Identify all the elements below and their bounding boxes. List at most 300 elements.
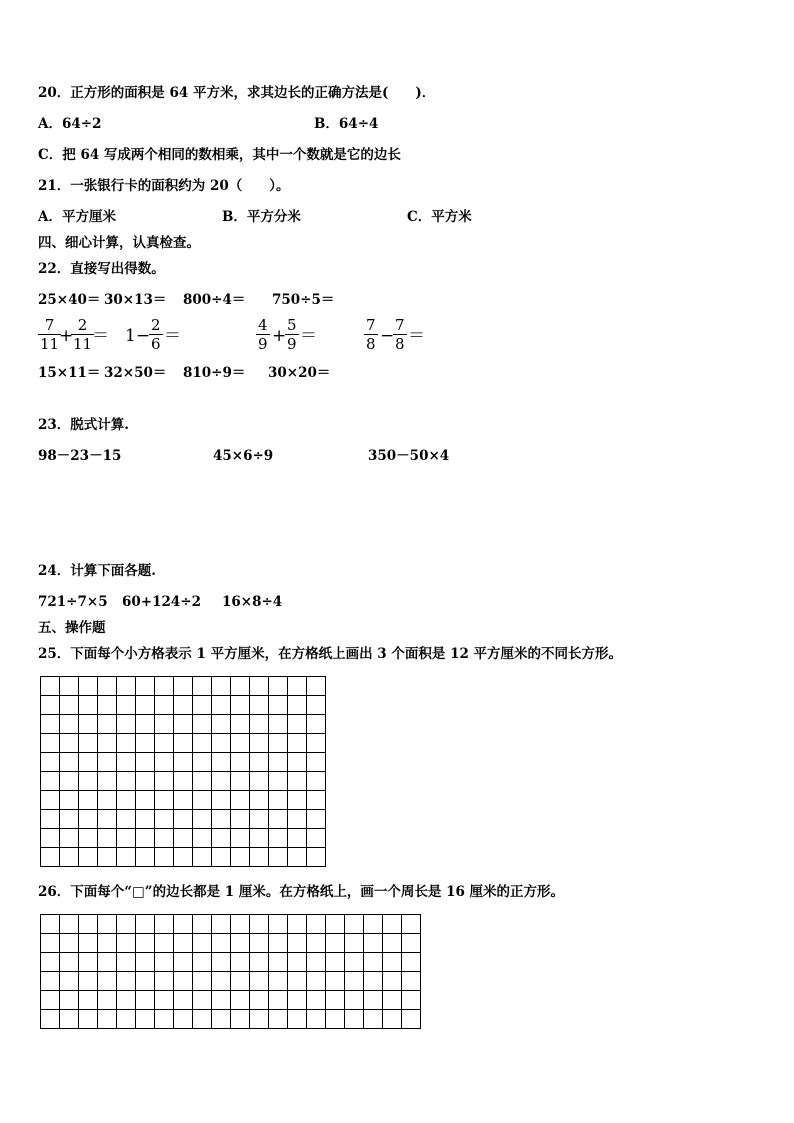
grid-cell[interactable] — [269, 753, 288, 772]
grid-cell[interactable] — [307, 734, 326, 753]
grid-cell[interactable] — [98, 772, 117, 791]
grid-cell[interactable] — [288, 953, 307, 972]
grid-cell[interactable] — [155, 791, 174, 810]
grid-cell[interactable] — [155, 1010, 174, 1029]
grid-cell[interactable] — [364, 1010, 383, 1029]
grid-cell[interactable] — [98, 953, 117, 972]
grid-cell[interactable] — [288, 772, 307, 791]
grid-cell[interactable] — [41, 810, 60, 829]
grid-cell[interactable] — [136, 715, 155, 734]
grid-cell[interactable] — [155, 972, 174, 991]
grid-cell[interactable] — [98, 810, 117, 829]
grid-cell[interactable] — [193, 791, 212, 810]
grid-cell[interactable] — [307, 772, 326, 791]
grid-cell[interactable] — [269, 696, 288, 715]
grid-cell[interactable] — [288, 715, 307, 734]
grid-cell[interactable] — [326, 1010, 345, 1029]
grid-cell[interactable] — [79, 753, 98, 772]
grid-cell[interactable] — [98, 934, 117, 953]
grid-cell[interactable] — [174, 696, 193, 715]
grid-cell[interactable] — [307, 1010, 326, 1029]
grid-cell[interactable] — [41, 953, 60, 972]
grid-cell[interactable] — [345, 953, 364, 972]
grid-cell[interactable] — [41, 972, 60, 991]
grid-cell[interactable] — [117, 915, 136, 934]
grid-cell[interactable] — [136, 915, 155, 934]
grid-cell[interactable] — [326, 991, 345, 1010]
numerator: 2 — [71, 316, 94, 335]
grid-cell[interactable] — [193, 972, 212, 991]
grid-cell[interactable] — [288, 1010, 307, 1029]
grid-cell[interactable] — [136, 696, 155, 715]
grid-cell[interactable] — [288, 934, 307, 953]
grid-cell[interactable] — [79, 734, 98, 753]
numerator: 2 — [151, 316, 161, 334]
grid-cell[interactable] — [79, 915, 98, 934]
grid-cell[interactable] — [60, 734, 79, 753]
grid-cell[interactable] — [174, 791, 193, 810]
grid-cell[interactable] — [41, 829, 60, 848]
grid-cell[interactable] — [383, 953, 402, 972]
grid-cell[interactable] — [383, 972, 402, 991]
grid-cell[interactable] — [212, 829, 231, 848]
grid-cell[interactable] — [212, 972, 231, 991]
fraction — [71, 316, 94, 353]
grid-cell[interactable] — [117, 1010, 136, 1029]
q21-stem: 21．一张银行卡的面积约为 20（ ）。 — [38, 178, 290, 194]
grid-cell[interactable] — [269, 791, 288, 810]
q21-option-b: B．平方分米 — [222, 209, 301, 225]
grid-cell[interactable] — [98, 696, 117, 715]
grid-cell[interactable] — [193, 829, 212, 848]
grid-cell[interactable] — [136, 972, 155, 991]
grid-cell[interactable] — [364, 972, 383, 991]
denominator: 9 — [287, 335, 297, 353]
grid-cell[interactable] — [136, 1010, 155, 1029]
grid-cell[interactable] — [193, 677, 212, 696]
grid-cell[interactable] — [212, 953, 231, 972]
grid-cell[interactable] — [98, 734, 117, 753]
grid-cell[interactable] — [307, 934, 326, 953]
grid-cell[interactable] — [288, 791, 307, 810]
grid-cell[interactable] — [212, 915, 231, 934]
grid-cell[interactable] — [174, 991, 193, 1010]
grid-cell[interactable] — [231, 915, 250, 934]
grid-cell[interactable] — [364, 915, 383, 934]
grid-cell[interactable] — [307, 953, 326, 972]
grid-cell[interactable] — [193, 991, 212, 1010]
grid-cell[interactable] — [117, 934, 136, 953]
grid-cell[interactable] — [174, 810, 193, 829]
grid-cell[interactable] — [307, 991, 326, 1010]
grid-cell[interactable] — [250, 677, 269, 696]
grid-cell[interactable] — [288, 972, 307, 991]
grid-cell[interactable] — [60, 772, 79, 791]
grid-cell[interactable] — [288, 829, 307, 848]
numerator: 7 — [395, 316, 405, 334]
grid-cell[interactable] — [288, 848, 307, 867]
grid-cell[interactable] — [136, 848, 155, 867]
grid-cell[interactable] — [307, 677, 326, 696]
grid-cell[interactable] — [155, 677, 174, 696]
grid-cell[interactable] — [155, 810, 174, 829]
grid-cell[interactable] — [174, 934, 193, 953]
grid-cell[interactable] — [212, 810, 231, 829]
grid-cell[interactable] — [250, 972, 269, 991]
grid-cell[interactable] — [307, 715, 326, 734]
grid-cell[interactable] — [155, 991, 174, 1010]
grid-cell[interactable] — [250, 791, 269, 810]
grid-cell[interactable] — [383, 934, 402, 953]
grid-cell[interactable] — [193, 734, 212, 753]
grid-cell[interactable] — [174, 829, 193, 848]
grid-cell[interactable] — [307, 972, 326, 991]
grid-cell[interactable] — [212, 991, 231, 1010]
grid-cell[interactable] — [98, 677, 117, 696]
grid-cell[interactable] — [117, 972, 136, 991]
grid-cell[interactable] — [402, 915, 421, 934]
grid-cell[interactable] — [117, 715, 136, 734]
q26-stem: 26．下面每个“□”的边长都是 1 厘米。在方格纸上，画一个周长是 16 厘米的正方形。 — [38, 884, 565, 900]
grid-cell[interactable] — [60, 915, 79, 934]
grid-cell[interactable] — [60, 934, 79, 953]
q23-stem: 23．脱式计算. — [38, 417, 129, 433]
q25-stem: 25．下面每个小方格表示 1 平方厘米，在方格纸上画出 3 个面积是 12 平方厘米的不同长方形。 — [38, 646, 623, 662]
grid-cell[interactable] — [117, 953, 136, 972]
grid-cell[interactable] — [136, 772, 155, 791]
grid-cell[interactable] — [212, 677, 231, 696]
grid-cell[interactable] — [250, 696, 269, 715]
grid-cell[interactable] — [117, 791, 136, 810]
grid-cell[interactable] — [174, 772, 193, 791]
fraction — [38, 316, 61, 353]
grid-cell[interactable] — [79, 1010, 98, 1029]
grid-cell[interactable] — [326, 915, 345, 934]
grid-cell[interactable] — [193, 810, 212, 829]
grid-cell[interactable] — [193, 848, 212, 867]
grid-cell[interactable] — [288, 734, 307, 753]
grid-cell[interactable] — [136, 934, 155, 953]
grid-cell[interactable] — [231, 934, 250, 953]
grid-cell[interactable] — [117, 829, 136, 848]
grid-cell[interactable] — [155, 734, 174, 753]
grid-cell[interactable] — [269, 734, 288, 753]
grid-cell[interactable] — [250, 715, 269, 734]
grid-cell[interactable] — [288, 677, 307, 696]
grid-cell[interactable] — [402, 1010, 421, 1029]
grid-cell[interactable] — [98, 972, 117, 991]
grid-cell[interactable] — [174, 1010, 193, 1029]
grid-cell[interactable] — [174, 972, 193, 991]
grid-cell[interactable] — [288, 915, 307, 934]
grid-cell[interactable] — [155, 915, 174, 934]
grid-cell[interactable] — [117, 991, 136, 1010]
grid-cell[interactable] — [288, 810, 307, 829]
grid-cell[interactable] — [41, 677, 60, 696]
grid-cell[interactable] — [307, 791, 326, 810]
grid-cell[interactable] — [155, 934, 174, 953]
grid-cell[interactable] — [231, 753, 250, 772]
grid-cell[interactable] — [155, 848, 174, 867]
grid-cell[interactable] — [212, 772, 231, 791]
grid-cell[interactable] — [250, 829, 269, 848]
grid-cell[interactable] — [231, 696, 250, 715]
q22-r3-item: 15×11＝ — [38, 365, 101, 381]
grid-cell[interactable] — [326, 934, 345, 953]
grid-cell[interactable] — [60, 829, 79, 848]
q24-item: 60+124÷2 — [122, 594, 201, 610]
grid-cell[interactable] — [269, 1010, 288, 1029]
grid-cell[interactable] — [79, 715, 98, 734]
grid-cell[interactable] — [364, 991, 383, 1010]
grid-cell[interactable] — [212, 848, 231, 867]
grid-cell[interactable] — [402, 953, 421, 972]
grid-cell[interactable] — [98, 991, 117, 1010]
grid-cell[interactable] — [174, 734, 193, 753]
grid-cell[interactable] — [41, 991, 60, 1010]
grid-cell[interactable] — [250, 810, 269, 829]
grid-cell[interactable] — [307, 696, 326, 715]
grid-cell[interactable] — [402, 972, 421, 991]
grid-cell[interactable] — [136, 677, 155, 696]
grid-cell[interactable] — [231, 848, 250, 867]
q23-item: 350－50×4 — [368, 448, 450, 464]
plus-sign: + — [59, 326, 74, 346]
grid-cell[interactable] — [117, 753, 136, 772]
grid-cell[interactable] — [250, 953, 269, 972]
grid-cell[interactable] — [136, 810, 155, 829]
grid-cell[interactable] — [41, 772, 60, 791]
grid-cell[interactable] — [288, 753, 307, 772]
grid-cell[interactable] — [231, 972, 250, 991]
plus-sign: + — [272, 326, 287, 346]
grid-cell[interactable] — [212, 696, 231, 715]
grid-cell[interactable] — [117, 848, 136, 867]
grid-cell[interactable] — [250, 915, 269, 934]
q22-r1-item: 30×13＝ — [104, 292, 167, 308]
grid-cell[interactable] — [345, 1010, 364, 1029]
grid-cell[interactable] — [231, 991, 250, 1010]
grid-cell[interactable] — [269, 715, 288, 734]
grid-cell[interactable] — [60, 991, 79, 1010]
grid-cell[interactable] — [193, 715, 212, 734]
q26-square-grid[interactable] — [40, 914, 421, 1029]
grid-cell[interactable] — [155, 753, 174, 772]
grid-cell[interactable] — [60, 715, 79, 734]
grid-cell[interactable] — [155, 829, 174, 848]
grid-cell[interactable] — [345, 934, 364, 953]
grid-cell[interactable] — [98, 915, 117, 934]
grid-cell[interactable] — [117, 772, 136, 791]
grid-cell[interactable] — [155, 953, 174, 972]
grid-cell[interactable] — [174, 848, 193, 867]
grid-cell[interactable] — [288, 991, 307, 1010]
grid-cell[interactable] — [174, 753, 193, 772]
grid-cell[interactable] — [231, 1010, 250, 1029]
grid-cell[interactable] — [345, 972, 364, 991]
fraction — [285, 316, 299, 353]
grid-cell[interactable] — [212, 753, 231, 772]
grid-cell[interactable] — [60, 791, 79, 810]
grid-cell[interactable] — [193, 772, 212, 791]
grid-cell[interactable] — [231, 772, 250, 791]
grid-cell[interactable] — [193, 934, 212, 953]
grid-cell[interactable] — [79, 953, 98, 972]
grid-cell[interactable] — [79, 810, 98, 829]
grid-cell[interactable] — [402, 991, 421, 1010]
grid-cell[interactable] — [326, 953, 345, 972]
grid-cell[interactable] — [136, 734, 155, 753]
grid-cell[interactable] — [155, 772, 174, 791]
grid-cell[interactable] — [288, 696, 307, 715]
grid-cell[interactable] — [79, 991, 98, 1010]
grid-cell[interactable] — [60, 753, 79, 772]
grid-cell[interactable] — [345, 991, 364, 1010]
equals-sign: ＝ — [92, 326, 109, 346]
grid-cell[interactable] — [136, 791, 155, 810]
grid-cell[interactable] — [117, 810, 136, 829]
grid-cell[interactable] — [402, 934, 421, 953]
grid-cell[interactable] — [79, 772, 98, 791]
grid-cell[interactable] — [212, 934, 231, 953]
grid-cell[interactable] — [269, 677, 288, 696]
grid-cell[interactable] — [383, 1010, 402, 1029]
numerator: 7 — [366, 316, 376, 334]
grid-cell[interactable] — [231, 829, 250, 848]
grid-cell[interactable] — [345, 915, 364, 934]
grid-cell[interactable] — [174, 677, 193, 696]
grid-cell[interactable] — [98, 848, 117, 867]
grid-cell[interactable] — [41, 753, 60, 772]
denominator: 8 — [395, 335, 405, 353]
grid-cell[interactable] — [41, 934, 60, 953]
grid-cell[interactable] — [212, 791, 231, 810]
grid-cell[interactable] — [231, 791, 250, 810]
grid-cell[interactable] — [79, 829, 98, 848]
grid-cell[interactable] — [212, 734, 231, 753]
grid-cell[interactable] — [269, 953, 288, 972]
grid-cell[interactable] — [193, 1010, 212, 1029]
grid-cell[interactable] — [41, 696, 60, 715]
grid-cell[interactable] — [79, 848, 98, 867]
grid-cell[interactable] — [269, 810, 288, 829]
denominator: 8 — [366, 335, 376, 353]
grid-cell[interactable] — [117, 677, 136, 696]
grid-cell[interactable] — [250, 934, 269, 953]
grid-cell[interactable] — [41, 791, 60, 810]
grid-cell[interactable] — [269, 848, 288, 867]
grid-cell[interactable] — [231, 715, 250, 734]
fraction — [256, 316, 270, 353]
grid-cell[interactable] — [250, 734, 269, 753]
grid-cell[interactable] — [269, 991, 288, 1010]
grid-cell[interactable] — [79, 696, 98, 715]
grid-cell[interactable] — [41, 715, 60, 734]
grid-cell[interactable] — [79, 934, 98, 953]
grid-cell[interactable] — [174, 915, 193, 934]
grid-cell[interactable] — [98, 753, 117, 772]
grid-cell[interactable] — [250, 848, 269, 867]
grid-cell[interactable] — [231, 953, 250, 972]
grid-cell[interactable] — [364, 934, 383, 953]
grid-cell[interactable] — [193, 753, 212, 772]
grid-cell[interactable] — [60, 1010, 79, 1029]
grid-cell[interactable] — [250, 753, 269, 772]
grid-cell[interactable] — [136, 953, 155, 972]
grid-cell[interactable] — [60, 696, 79, 715]
grid-cell[interactable] — [60, 677, 79, 696]
grid-cell[interactable] — [41, 1010, 60, 1029]
grid-cell[interactable] — [41, 734, 60, 753]
grid-cell[interactable] — [79, 791, 98, 810]
grid-cell[interactable] — [212, 715, 231, 734]
grid-cell[interactable] — [231, 677, 250, 696]
grid-cell[interactable] — [41, 915, 60, 934]
grid-cell[interactable] — [326, 972, 345, 991]
grid-cell[interactable] — [79, 677, 98, 696]
q24-stem: 24．计算下面各题. — [38, 563, 156, 579]
q25-square-grid[interactable] — [40, 676, 326, 867]
grid-cell[interactable] — [60, 953, 79, 972]
grid-cell[interactable] — [41, 848, 60, 867]
grid-cell[interactable] — [155, 715, 174, 734]
grid-cell[interactable] — [307, 848, 326, 867]
grid-cell[interactable] — [307, 915, 326, 934]
grid-cell[interactable] — [269, 972, 288, 991]
grid-cell[interactable] — [79, 972, 98, 991]
grid-cell[interactable] — [307, 829, 326, 848]
grid-cell[interactable] — [117, 734, 136, 753]
grid-cell[interactable] — [269, 772, 288, 791]
grid-cell[interactable] — [250, 772, 269, 791]
grid-cell[interactable] — [174, 715, 193, 734]
grid-cell[interactable] — [136, 829, 155, 848]
grid-cell[interactable] — [136, 991, 155, 1010]
grid-cell[interactable] — [117, 696, 136, 715]
grid-cell[interactable] — [307, 810, 326, 829]
grid-cell[interactable] — [383, 915, 402, 934]
grid-cell[interactable] — [383, 991, 402, 1010]
grid-cell[interactable] — [212, 1010, 231, 1029]
grid-cell[interactable] — [250, 991, 269, 1010]
q22-r3-item: 30×20＝ — [268, 365, 331, 381]
grid-cell[interactable] — [231, 734, 250, 753]
grid-cell[interactable] — [136, 753, 155, 772]
q20-option-b: B．64÷4 — [314, 116, 379, 132]
grid-cell[interactable] — [364, 953, 383, 972]
grid-cell[interactable] — [60, 848, 79, 867]
grid-cell[interactable] — [98, 829, 117, 848]
grid-cell[interactable] — [269, 915, 288, 934]
grid-cell[interactable] — [193, 953, 212, 972]
grid-cell[interactable] — [98, 1010, 117, 1029]
grid-cell[interactable] — [193, 915, 212, 934]
grid-cell[interactable] — [193, 696, 212, 715]
grid-cell[interactable] — [307, 753, 326, 772]
grid-cell[interactable] — [250, 1010, 269, 1029]
fraction — [393, 316, 407, 353]
grid-cell[interactable] — [269, 934, 288, 953]
grid-cell[interactable] — [60, 810, 79, 829]
grid-cell[interactable] — [231, 810, 250, 829]
grid-cell[interactable] — [60, 972, 79, 991]
grid-cell[interactable] — [174, 953, 193, 972]
grid-cell[interactable] — [98, 715, 117, 734]
grid-cell[interactable] — [98, 791, 117, 810]
equals-sign: ＝ — [408, 326, 425, 346]
grid-cell[interactable] — [155, 696, 174, 715]
grid-cell[interactable] — [269, 829, 288, 848]
